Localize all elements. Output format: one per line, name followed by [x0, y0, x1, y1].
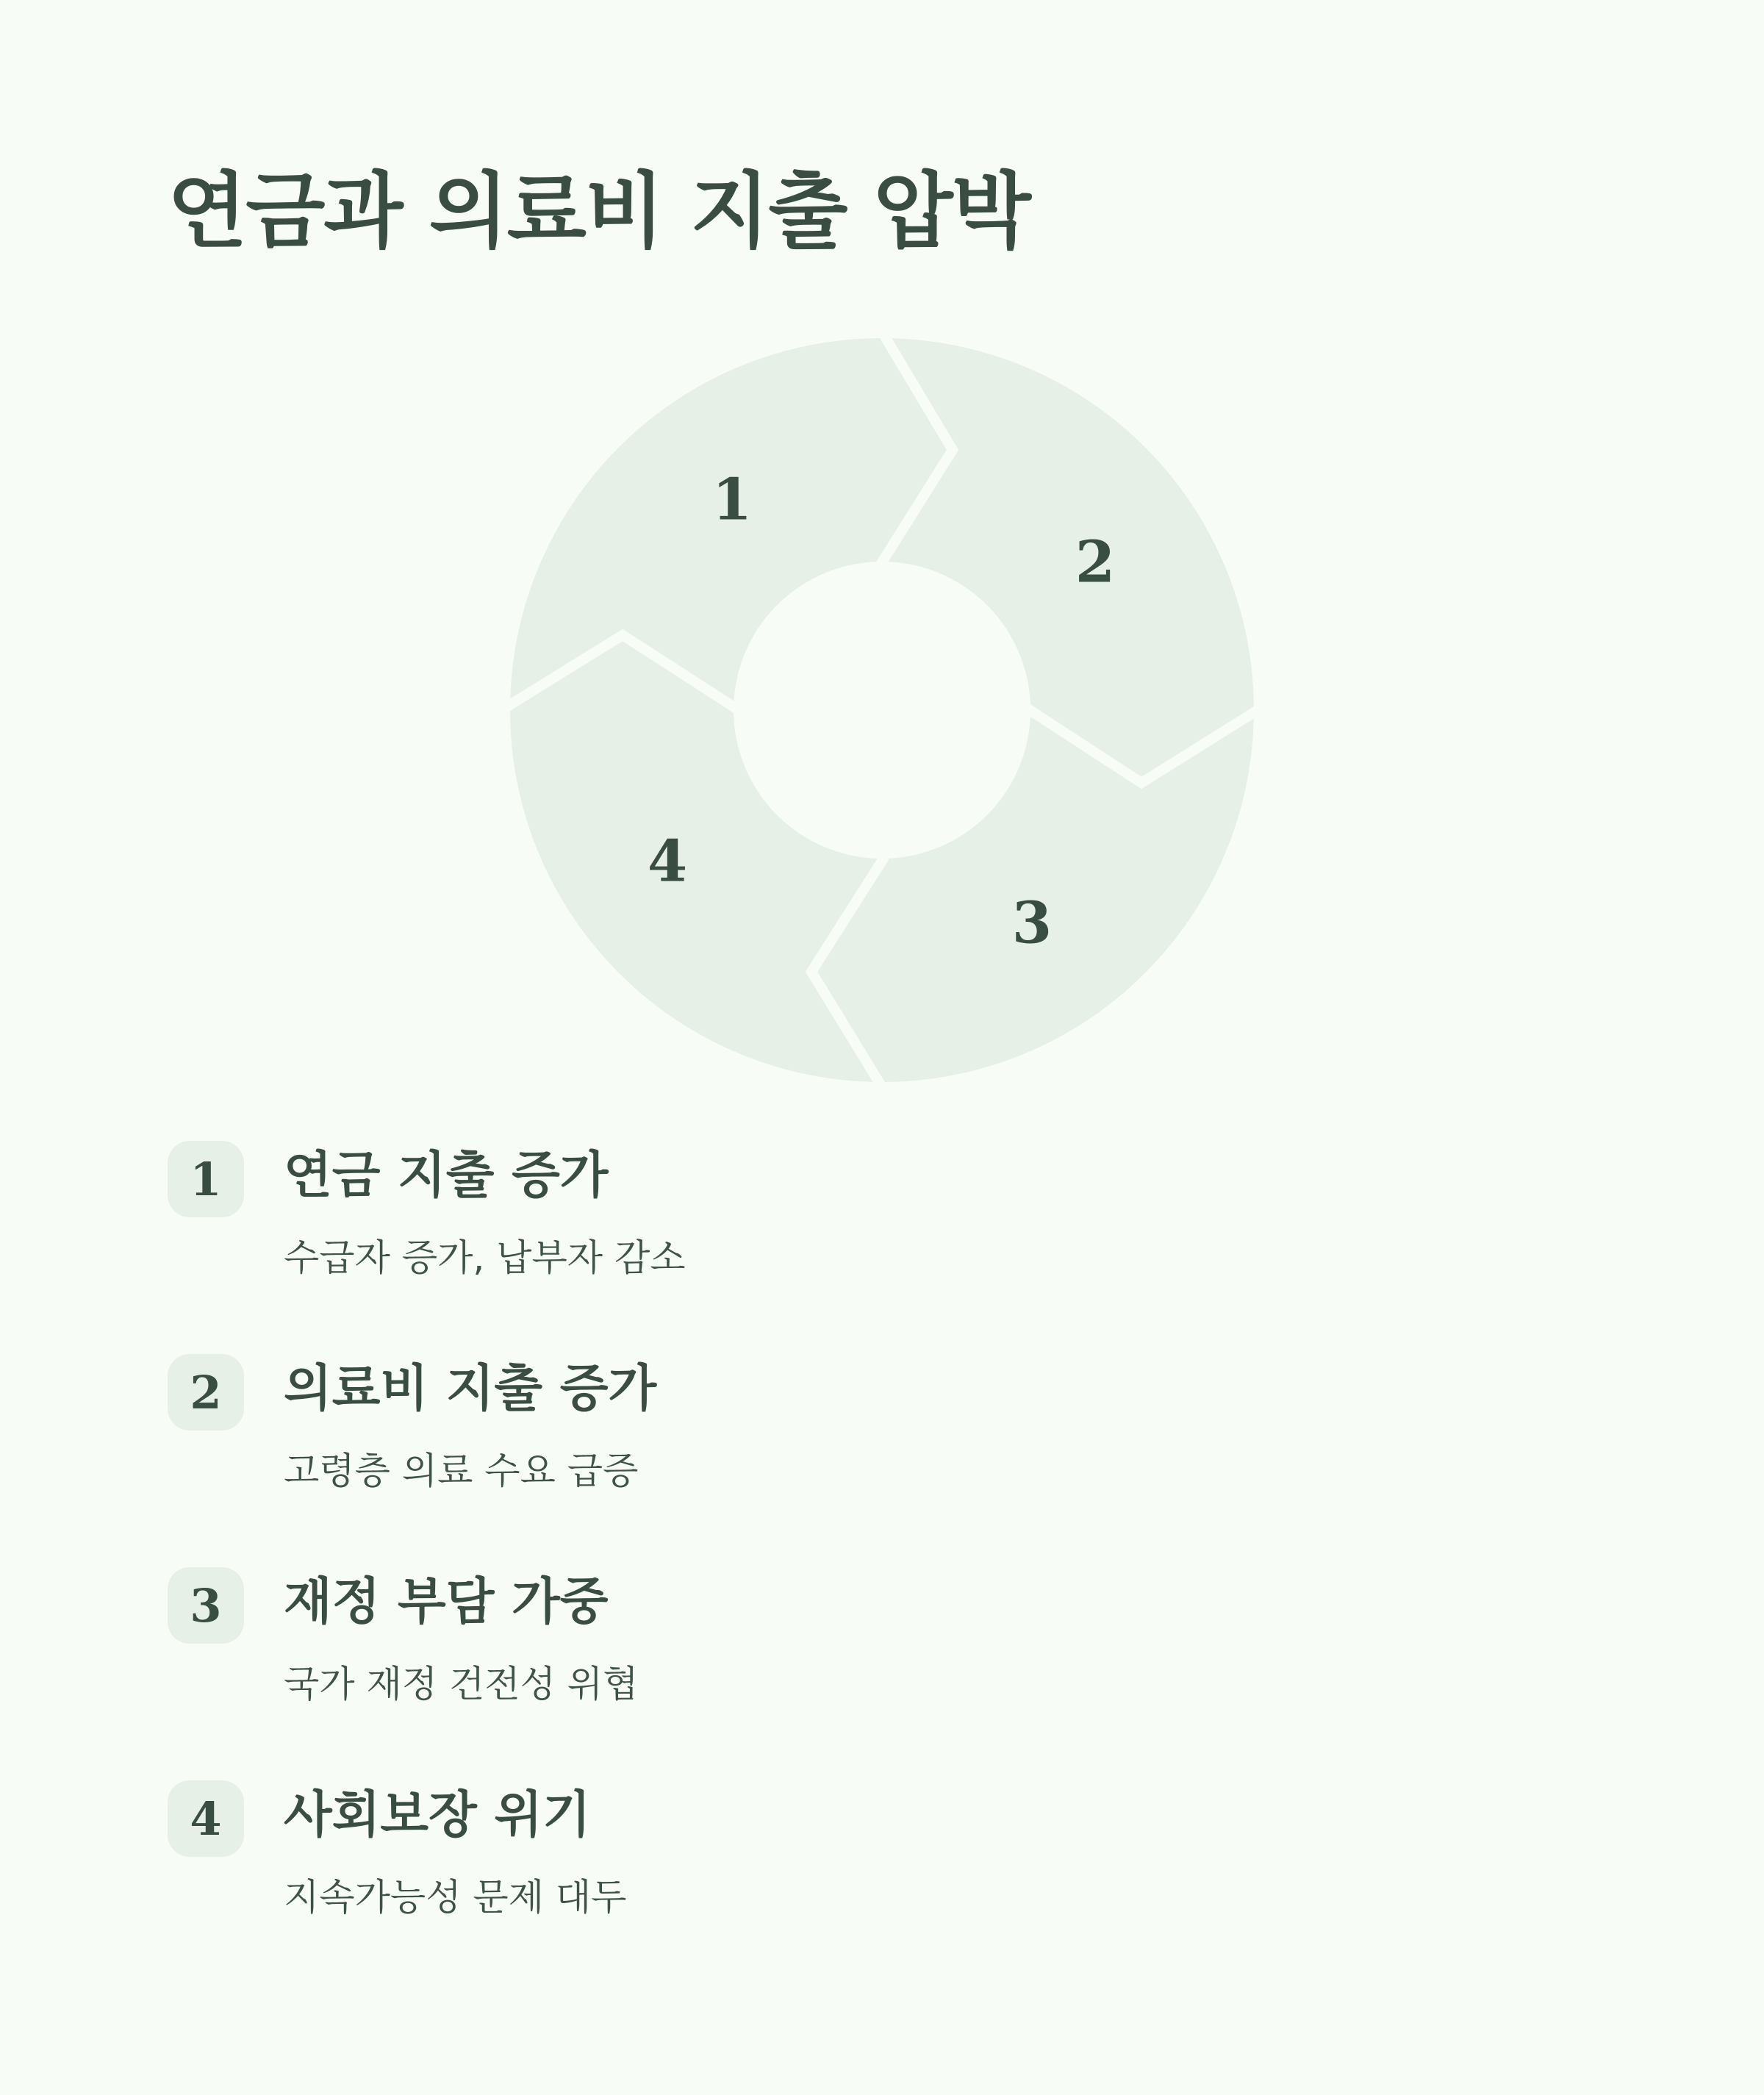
step-badge: 1	[168, 1141, 244, 1217]
step-description: 수급자 증가, 납부자 감소	[284, 1236, 686, 1279]
step-description: 고령층 의료 수요 급증	[284, 1450, 639, 1492]
step-description: 지속가능성 문제 대두	[284, 1876, 627, 1919]
list-item	[168, 1138, 1564, 1351]
list-item	[168, 1351, 1564, 1564]
segment-number-2: 2	[1075, 529, 1116, 596]
step-badge: 2	[168, 1354, 244, 1430]
step-list	[168, 1138, 1564, 1991]
list-item	[168, 1564, 1564, 1777]
step-title: 의료비 지출 증가	[284, 1360, 657, 1418]
step-title: 연금 지출 증가	[284, 1147, 609, 1205]
segment-number-4: 4	[647, 828, 688, 895]
page-title: 연금과 의료비 지출 압박	[168, 164, 1030, 259]
step-description: 국가 재정 건전성 위협	[284, 1663, 639, 1705]
step-badge: 4	[168, 1780, 244, 1857]
segment-number-1: 1	[711, 466, 753, 534]
step-title: 사회보장 위기	[284, 1786, 591, 1844]
segment-number-3: 3	[1011, 889, 1053, 957]
step-badge: 3	[168, 1567, 244, 1644]
cycle-ring	[510, 338, 1254, 1082]
list-item	[168, 1777, 1564, 1991]
step-title: 재정 부담 가중	[284, 1573, 609, 1631]
